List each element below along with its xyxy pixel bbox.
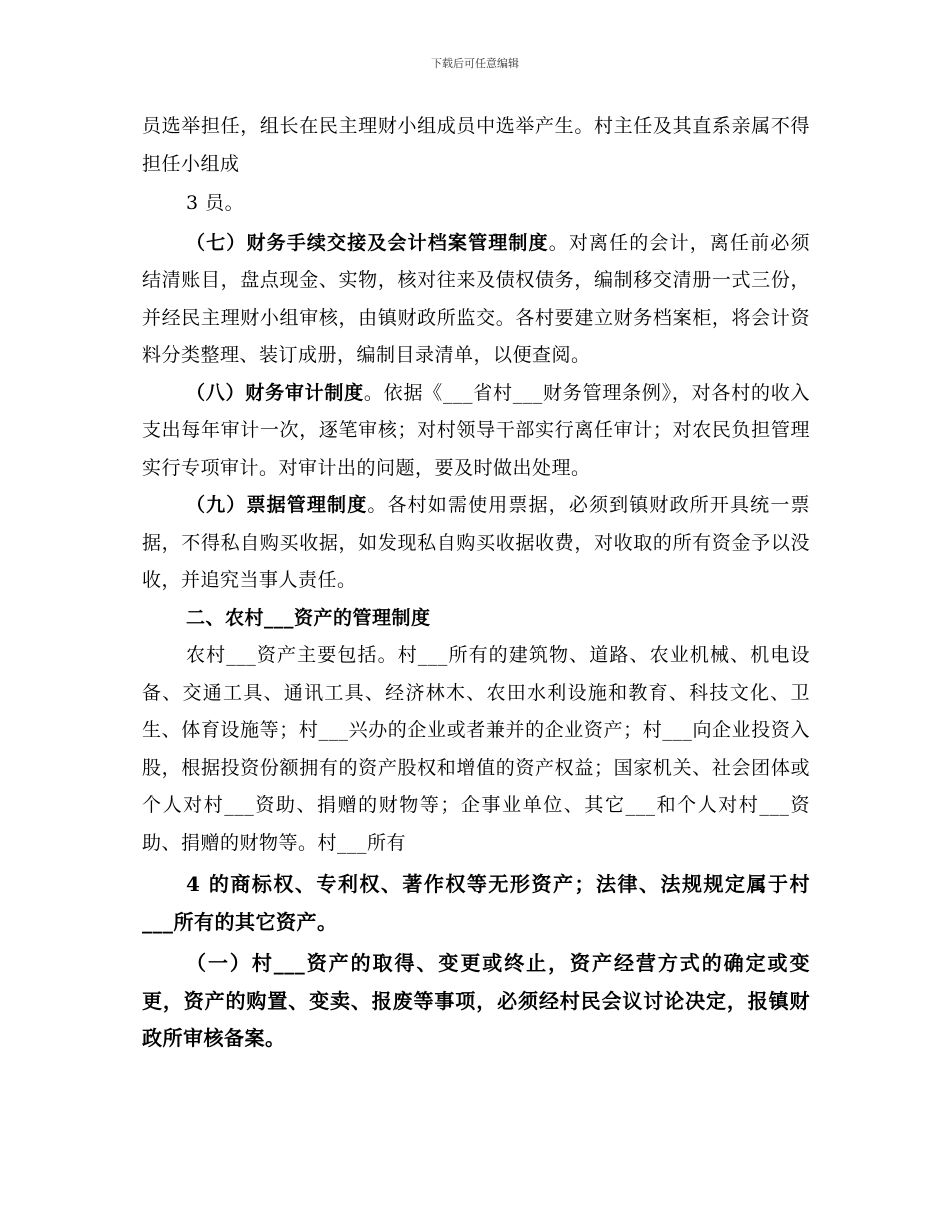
section-body-9: 。各村如需使用票据，必须到镇财政所开具统一票据，不得私自购买收据，如发现私自购买收据收费，对收取的所有资金予以没收，并追究当事人责任。: [142, 494, 810, 591]
paragraph-5: [142, 487, 810, 600]
section-title-7: （七）财务手续交接及会计档案管理制度: [186, 231, 549, 254]
paragraph-8: 4 的商标权、专利权、著作权等无形资产；法律、法规规定属于村___所有的其它资产。: [142, 872, 810, 934]
paragraph-7: 农村___资产主要包括。村___所有的建筑物、道路、农业机械、机电设备、交通工具、通讯工具、经济林木、农田水利设施和教育、科技文化、卫生、体育设施等；村___兴办的企业或者兼并的企业资产；村___向企业投资入股，根据投资份额拥有的资产股权和增值的资产权益；国家机关、社会团体或个人对村___资助、捐赠的财物等；企事业单位、其它___和个人对村___资助、捐赠的财物等。村___所有: [142, 644, 810, 854]
section-title-8: （八）财务审计制度: [186, 381, 364, 404]
document-body: [142, 108, 810, 1058]
section-heading-2: 二、农村___资产的管理制度: [186, 606, 431, 629]
section-title-9: （九）票据管理制度: [186, 494, 368, 516]
paragraph-4: [142, 375, 810, 488]
paragraph-3: [142, 225, 810, 375]
section-body-7: 。对离任的会计，离任前必须结清账目，盘点现金、实物，核对往来及债权债务，编制移交清册一式三份，并经民主理财小组审核，由镇财政所监交。各村要建立财务档案柜，将会计资料分类整理、装订成册，编制目录清单，以便查阅。: [142, 231, 810, 366]
paragraph-2: 3 员。: [186, 192, 245, 214]
page-header: 下载后可任意编辑: [431, 57, 519, 70]
section-body-8: 。依据《___省村___财务管理条例》，对各村的收入支出每年审计一次，逐笔审核；对村领导干部实行离任审计；对农民负担管理实行专项审计。对审计出的问题，要及时做出处理。: [142, 381, 810, 479]
paragraph-1: 员选举担任，组长在民主理财小组成员中选举产生。村主任及其直系亲属不得担任小组成: [142, 115, 810, 175]
paragraph-9: （一）村___资产的取得、变更或终止，资产经营方式的确定或变更，资产的购置、变卖、报废等事项，必须经村民会议讨论决定，报镇财政所审核备案。: [142, 951, 810, 1050]
